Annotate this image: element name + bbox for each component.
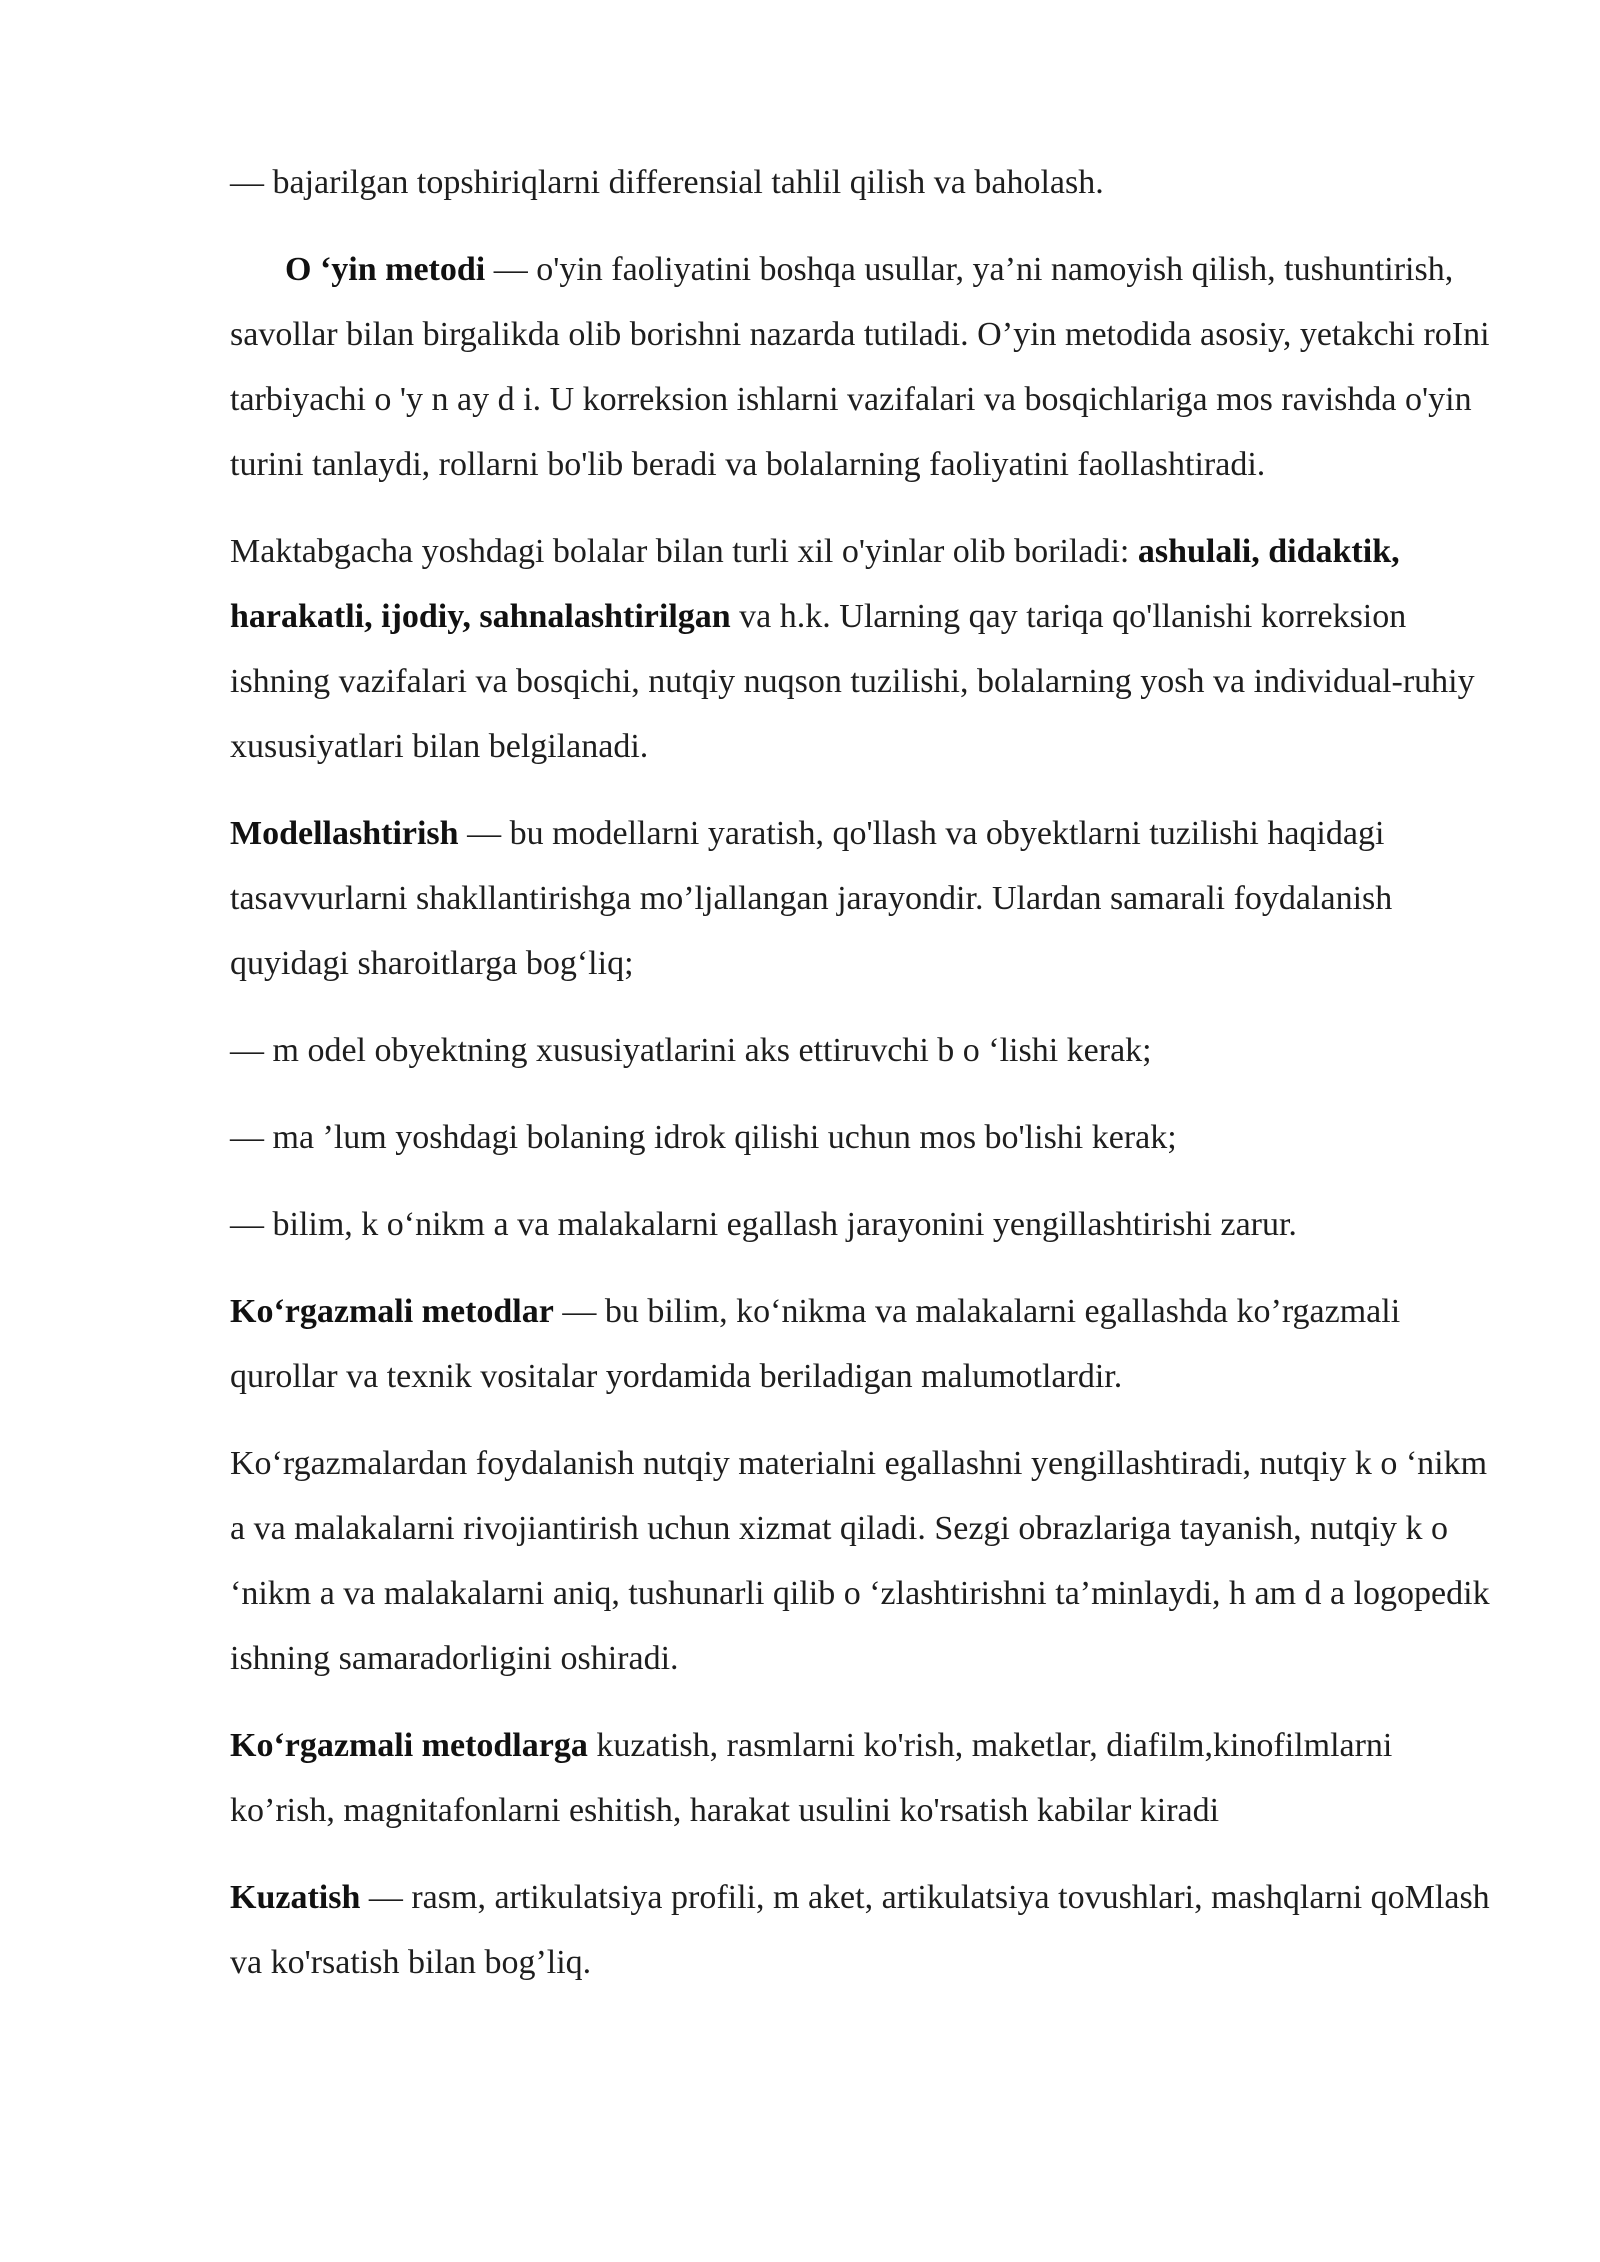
list-item-model-property (230, 1018, 1490, 1083)
term-observation: Kuzatish (230, 1879, 361, 1916)
paragraph-game-method (230, 237, 1490, 497)
paragraph-text: — o'yin faoliyatini boshqa usullar, ya’ni namoyish qilish, tushuntirish, savollar bilan birgalikda olib borishni nazarda tutiladi. O’yin metodida asosiy, yetakchi roIni tarbiyachi o 'y n ay d i. U korreksion ishlarni vazifalari va bosqichlariga mos ravishda o'yin turini tanlaydi, rollarni bo'lib beradi va bolalarning faoliyatini faollashtiradi. (230, 251, 1490, 483)
document-page (230, 150, 1490, 2017)
term-game-types: ashulali, didaktik, harakatli, ijodiy, sahnalashtirilgan (230, 533, 1400, 635)
term-modelling: Modellashtirish (230, 815, 459, 852)
paragraph-text: — bu bilim, ko‘nikma va malakalarni egallashda ko’rgazmali qurollar va texnik vositalar yordamida beriladigan malumotlardir. (230, 1293, 1401, 1395)
paragraph-task-analysis (230, 150, 1490, 215)
paragraph-text: kuzatish, rasmlarni ko'rish, maketlar, diafilm,kinofilmlarni ko’rish, magnitafonlarni eshitish, harakat usulini ko'rsatish kabilar kiradi (230, 1727, 1393, 1829)
paragraph-visual-methods-list (230, 1713, 1490, 1843)
paragraph-visual-aids (230, 1431, 1490, 1691)
paragraph-text: Ko‘rgazmalardan foydalanish nutqiy materialni egallashni yengillashtiradi, nutqiy k o ‘nikm a va malakalarni rivojiantirish uchun xizmat qiladi. Sezgi obrazlariga tayanish, nutqiy k o ‘nikm a va malakalarni aniq, tushunarli qilib o ‘zlashtirishni ta’minlaydi, h am d a logopedik ishning samaradorligini oshiradi. (230, 1445, 1490, 1677)
paragraph-modelling (230, 801, 1490, 996)
paragraph-lead-text: Maktabgacha yoshdagi bolalar bilan turli xil o'yinlar olib boriladi: (230, 533, 1138, 570)
list-item-text: — bilim, k o‘nikm a va malakalarni egallash jarayonini yengillashtirishi zarur. (230, 1206, 1297, 1243)
paragraph-text: — rasm, artikulatsiya profili, m aket, artikulatsiya tovushlari, mashqlarni qoMlash va ko'rsatish bilan bog’liq. (230, 1879, 1490, 1981)
paragraph-game-types (230, 519, 1490, 779)
paragraph-visual-methods (230, 1279, 1490, 1409)
list-item-text: — m odel obyektning xususiyatlarini aks ettiruvchi b o ‘lishi kerak; (230, 1032, 1152, 1069)
paragraph-text: va h.k. Ularning qay tariqa qo'llanishi korreksion ishning vazifalari va bosqichi, nutqiy nuqson tuzilishi, bolalarning yosh va individual-ruhiy xususiyatlari bilan belgilanadi. (230, 598, 1475, 765)
paragraph-text: — bajarilgan topshiriqlarni differensial tahlil qilish va baholash. (230, 164, 1104, 201)
term-visual-methods-list: Ko‘rgazmali metodlarga (230, 1727, 588, 1764)
list-item-learning-ease (230, 1192, 1490, 1257)
term-game-method: O ‘yin metodi (285, 251, 486, 288)
paragraph-text: — bu modellarni yaratish, qo'llash va obyektlarni tuzilishi haqidagi tasavvurlarni shakllantirishga mo’ljallangan jarayondir. Ulardan samarali foydalanish quyidagi sharoitlarga bog‘liq; (230, 815, 1393, 982)
term-visual-methods: Ko‘rgazmali metodlar (230, 1293, 554, 1330)
list-item-text: — ma ’lum yoshdagi bolaning idrok qilishi uchun mos bo'lishi kerak; (230, 1119, 1177, 1156)
list-item-age-suitability (230, 1105, 1490, 1170)
paragraph-observation (230, 1865, 1490, 1995)
